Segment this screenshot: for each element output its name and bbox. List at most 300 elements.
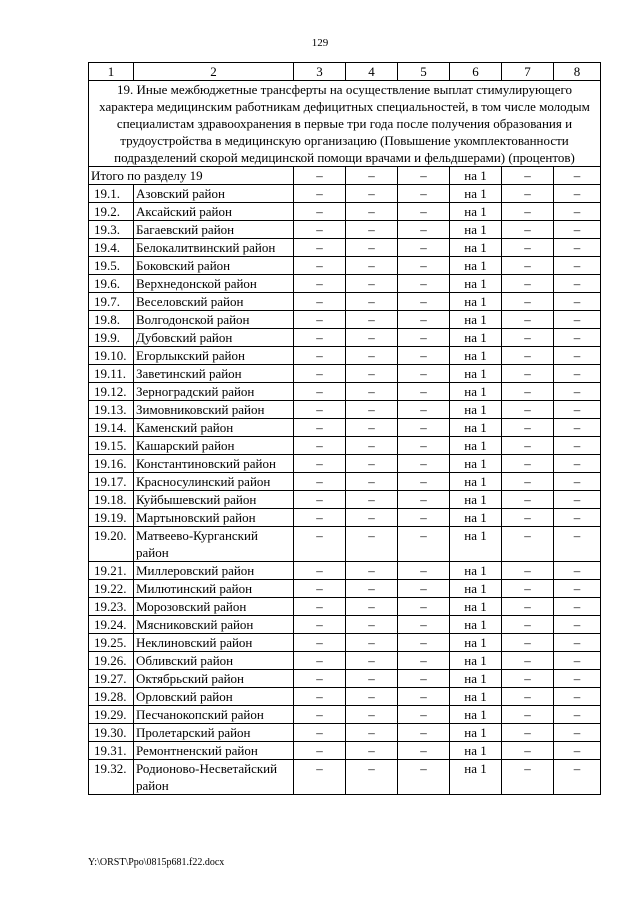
value-cell: – (554, 437, 601, 455)
value-cell: – (502, 562, 554, 580)
section-title-row (89, 81, 601, 167)
value-cell: – (554, 257, 601, 275)
value-cell: – (502, 401, 554, 419)
total-value: – (502, 167, 554, 185)
value-cell: – (294, 509, 346, 527)
value-cell: на 1 (450, 347, 502, 365)
value-cell: – (554, 491, 601, 509)
row-number: 19.15. (89, 437, 134, 455)
district-name: Милютинский район (134, 580, 294, 598)
value-cell: – (294, 347, 346, 365)
district-name: Октябрьский район (134, 670, 294, 688)
value-cell: – (346, 293, 398, 311)
value-cell: – (554, 742, 601, 760)
value-cell: – (346, 419, 398, 437)
page-number: 129 (311, 37, 329, 49)
value-cell: – (554, 221, 601, 239)
row-number: 19.6. (89, 275, 134, 293)
value-cell: – (502, 706, 554, 724)
value-cell: – (294, 257, 346, 275)
value-cell: – (502, 724, 554, 742)
value-cell: – (294, 652, 346, 670)
value-cell: – (294, 293, 346, 311)
value-cell: – (554, 365, 601, 383)
value-cell: – (398, 509, 450, 527)
district-name: Верхнедонской район (134, 275, 294, 293)
value-cell: – (346, 598, 398, 616)
value-cell: – (398, 455, 450, 473)
value-cell: – (554, 598, 601, 616)
header-row (89, 63, 601, 81)
table-row (89, 473, 601, 491)
row-number: 19.23. (89, 598, 134, 616)
value-cell: на 1 (450, 580, 502, 598)
total-row (89, 167, 601, 185)
value-cell: – (294, 527, 346, 562)
value-cell: на 1 (450, 221, 502, 239)
value-cell: – (294, 185, 346, 203)
row-number: 19.9. (89, 329, 134, 347)
value-cell: – (554, 293, 601, 311)
table-row (89, 706, 601, 724)
district-name: Морозовский район (134, 598, 294, 616)
value-cell: – (554, 760, 601, 795)
value-cell: – (346, 365, 398, 383)
district-name: Мясниковский район (134, 616, 294, 634)
value-cell: – (294, 365, 346, 383)
value-cell: – (554, 670, 601, 688)
header-cell: 8 (554, 63, 601, 81)
value-cell: – (398, 724, 450, 742)
table-row (89, 562, 601, 580)
value-cell: – (554, 203, 601, 221)
district-name: Азовский район (134, 185, 294, 203)
value-cell: на 1 (450, 293, 502, 311)
table-row (89, 598, 601, 616)
table-row (89, 203, 601, 221)
value-cell: – (502, 311, 554, 329)
table-row (89, 455, 601, 473)
total-value: – (398, 167, 450, 185)
value-cell: – (294, 383, 346, 401)
header-cell: 6 (450, 63, 502, 81)
value-cell: на 1 (450, 185, 502, 203)
table-row (89, 670, 601, 688)
row-number: 19.8. (89, 311, 134, 329)
value-cell: – (346, 724, 398, 742)
value-cell: на 1 (450, 562, 502, 580)
district-name: Константиновский район (134, 455, 294, 473)
table-row (89, 401, 601, 419)
value-cell: на 1 (450, 491, 502, 509)
value-cell: – (346, 275, 398, 293)
row-number: 19.30. (89, 724, 134, 742)
district-name: Зерноградский район (134, 383, 294, 401)
value-cell: – (294, 311, 346, 329)
district-name: Егорлыкский район (134, 347, 294, 365)
value-cell: – (502, 455, 554, 473)
table-row (89, 275, 601, 293)
value-cell: – (346, 562, 398, 580)
district-name: Пролетарский район (134, 724, 294, 742)
value-cell: – (398, 562, 450, 580)
value-cell: на 1 (450, 239, 502, 257)
row-number: 19.5. (89, 257, 134, 275)
header-cell: 4 (346, 63, 398, 81)
table-row (89, 437, 601, 455)
value-cell: на 1 (450, 616, 502, 634)
value-cell: – (554, 634, 601, 652)
value-cell: – (502, 275, 554, 293)
total-value: – (346, 167, 398, 185)
value-cell: – (294, 760, 346, 795)
value-cell: на 1 (450, 419, 502, 437)
value-cell: – (398, 275, 450, 293)
value-cell: – (554, 473, 601, 491)
value-cell: – (502, 239, 554, 257)
value-cell: на 1 (450, 401, 502, 419)
total-value: на 1 (450, 167, 502, 185)
table-row (89, 760, 601, 795)
value-cell: – (398, 257, 450, 275)
district-name: Волгодонской район (134, 311, 294, 329)
value-cell: – (554, 562, 601, 580)
row-number: 19.4. (89, 239, 134, 257)
value-cell: – (502, 347, 554, 365)
value-cell: – (346, 185, 398, 203)
value-cell: – (554, 652, 601, 670)
value-cell: – (294, 275, 346, 293)
table-row (89, 419, 601, 437)
row-number: 19.17. (89, 473, 134, 491)
value-cell: – (398, 634, 450, 652)
district-name: Орловский район (134, 688, 294, 706)
row-number: 19.10. (89, 347, 134, 365)
district-name: Кашарский район (134, 437, 294, 455)
row-number: 19.14. (89, 419, 134, 437)
value-cell: – (398, 670, 450, 688)
total-label: Итого по разделу 19 (89, 167, 294, 185)
value-cell: – (346, 760, 398, 795)
value-cell: – (346, 491, 398, 509)
district-name: Заветинский район (134, 365, 294, 383)
table-row (89, 634, 601, 652)
value-cell: – (398, 760, 450, 795)
value-cell: – (502, 527, 554, 562)
value-cell: – (502, 652, 554, 670)
value-cell: – (398, 185, 450, 203)
row-number: 19.26. (89, 652, 134, 670)
table-row (89, 688, 601, 706)
district-name: Неклиновский район (134, 634, 294, 652)
value-cell: – (398, 311, 450, 329)
header-cell: 7 (502, 63, 554, 81)
value-cell: – (554, 383, 601, 401)
value-cell: на 1 (450, 455, 502, 473)
value-cell: – (398, 706, 450, 724)
district-name: Обливский район (134, 652, 294, 670)
file-path-footer: Y:\ORST\Ppo\0815p681.f22.docx (88, 857, 225, 868)
value-cell: – (554, 329, 601, 347)
value-cell: – (398, 742, 450, 760)
value-cell: – (294, 634, 346, 652)
value-cell: на 1 (450, 670, 502, 688)
value-cell: – (346, 670, 398, 688)
row-number: 19.31. (89, 742, 134, 760)
value-cell: – (502, 329, 554, 347)
value-cell: – (398, 221, 450, 239)
value-cell: – (346, 473, 398, 491)
value-cell: – (502, 616, 554, 634)
value-cell: – (502, 203, 554, 221)
total-value: – (294, 167, 346, 185)
value-cell: – (554, 311, 601, 329)
value-cell: – (346, 347, 398, 365)
value-cell: – (346, 383, 398, 401)
value-cell: – (346, 455, 398, 473)
district-name: Аксайский район (134, 203, 294, 221)
row-number: 19.24. (89, 616, 134, 634)
district-name: Зимовниковский район (134, 401, 294, 419)
value-cell: – (294, 616, 346, 634)
value-cell: – (502, 670, 554, 688)
value-cell: – (398, 401, 450, 419)
district-name: Дубовский район (134, 329, 294, 347)
value-cell: – (346, 706, 398, 724)
value-cell: – (502, 742, 554, 760)
value-cell: на 1 (450, 383, 502, 401)
value-cell: – (398, 437, 450, 455)
district-name: Красносулинский район (134, 473, 294, 491)
value-cell: – (398, 491, 450, 509)
header-cell: 3 (294, 63, 346, 81)
row-number: 19.16. (89, 455, 134, 473)
value-cell: – (554, 580, 601, 598)
value-cell: – (346, 311, 398, 329)
value-cell: – (554, 275, 601, 293)
value-cell: – (398, 347, 450, 365)
value-cell: – (554, 706, 601, 724)
value-cell: – (346, 634, 398, 652)
value-cell: на 1 (450, 257, 502, 275)
value-cell: – (398, 652, 450, 670)
district-name: Матвеево-Курганский район (134, 527, 294, 562)
value-cell: – (294, 401, 346, 419)
value-cell: – (346, 257, 398, 275)
value-cell: – (294, 598, 346, 616)
value-cell: – (554, 688, 601, 706)
value-cell: – (554, 724, 601, 742)
value-cell: – (502, 419, 554, 437)
district-name: Каменский район (134, 419, 294, 437)
value-cell: – (398, 527, 450, 562)
value-cell: – (346, 688, 398, 706)
table-row (89, 724, 601, 742)
value-cell: – (398, 688, 450, 706)
table-row (89, 491, 601, 509)
district-name: Песчанокопский район (134, 706, 294, 724)
value-cell: – (294, 473, 346, 491)
value-cell: – (502, 509, 554, 527)
value-cell: – (502, 760, 554, 795)
value-cell: – (502, 257, 554, 275)
value-cell: – (554, 616, 601, 634)
table-row (89, 580, 601, 598)
header-cell: 2 (134, 63, 294, 81)
value-cell: – (554, 527, 601, 562)
value-cell: на 1 (450, 742, 502, 760)
value-cell: – (346, 239, 398, 257)
value-cell: – (502, 437, 554, 455)
value-cell: – (398, 239, 450, 257)
value-cell: на 1 (450, 203, 502, 221)
table-row (89, 347, 601, 365)
value-cell: – (294, 455, 346, 473)
section-title: 19. Иные межбюджетные трансферты на осуществление выплат стимулирующего характера медицинским работникам дефицитных специальностей, в том числе молодым специалистам здравоохранения в первые три года после получения образования и трудоустройства в медицинскую организацию (Повышение укомплектованности подразделений скорой медицинской помощи врачами и фельдшерами) (процентов) (89, 81, 601, 167)
row-number: 19.28. (89, 688, 134, 706)
value-cell: – (294, 742, 346, 760)
value-cell: – (398, 580, 450, 598)
value-cell: – (294, 706, 346, 724)
header-cell: 5 (398, 63, 450, 81)
value-cell: – (502, 491, 554, 509)
district-name: Родионово-Несветайский район (134, 760, 294, 795)
table-row (89, 509, 601, 527)
value-cell: на 1 (450, 688, 502, 706)
value-cell: – (554, 347, 601, 365)
district-name: Ремонтненский район (134, 742, 294, 760)
value-cell: – (398, 293, 450, 311)
value-cell: – (294, 203, 346, 221)
value-cell: – (294, 562, 346, 580)
value-cell: – (346, 401, 398, 419)
row-number: 19.25. (89, 634, 134, 652)
value-cell: – (502, 473, 554, 491)
table-row (89, 383, 601, 401)
value-cell: – (346, 616, 398, 634)
value-cell: – (502, 598, 554, 616)
row-number: 19.1. (89, 185, 134, 203)
row-number: 19.19. (89, 509, 134, 527)
table-row (89, 311, 601, 329)
value-cell: – (398, 203, 450, 221)
value-cell: на 1 (450, 437, 502, 455)
row-number: 19.12. (89, 383, 134, 401)
total-value: – (554, 167, 601, 185)
table-row (89, 329, 601, 347)
value-cell: – (554, 509, 601, 527)
value-cell: – (398, 473, 450, 491)
value-cell: – (294, 419, 346, 437)
row-number: 19.20. (89, 527, 134, 562)
district-name: Веселовский район (134, 293, 294, 311)
value-cell: на 1 (450, 598, 502, 616)
district-name: Мартыновский район (134, 509, 294, 527)
value-cell: – (398, 419, 450, 437)
value-cell: – (554, 419, 601, 437)
value-cell: – (398, 365, 450, 383)
value-cell: на 1 (450, 329, 502, 347)
district-name: Миллеровский район (134, 562, 294, 580)
value-cell: – (502, 221, 554, 239)
district-name: Куйбышевский район (134, 491, 294, 509)
value-cell: – (294, 491, 346, 509)
table-row (89, 527, 601, 562)
value-cell: – (398, 616, 450, 634)
value-cell: – (294, 580, 346, 598)
row-number: 19.13. (89, 401, 134, 419)
value-cell: – (502, 383, 554, 401)
table-row (89, 365, 601, 383)
value-cell: – (554, 185, 601, 203)
header-cell: 1 (89, 63, 134, 81)
table-row (89, 616, 601, 634)
row-number: 19.18. (89, 491, 134, 509)
district-name: Багаевский район (134, 221, 294, 239)
district-name: Боковский район (134, 257, 294, 275)
table-row (89, 185, 601, 203)
value-cell: – (398, 383, 450, 401)
value-cell: – (554, 455, 601, 473)
row-number: 19.11. (89, 365, 134, 383)
table-row (89, 742, 601, 760)
row-number: 19.22. (89, 580, 134, 598)
table-row (89, 221, 601, 239)
row-number: 19.2. (89, 203, 134, 221)
table-row (89, 293, 601, 311)
value-cell: на 1 (450, 311, 502, 329)
value-cell: – (502, 580, 554, 598)
transfers-table (88, 62, 601, 795)
value-cell: – (346, 509, 398, 527)
row-number: 19.27. (89, 670, 134, 688)
value-cell: – (554, 239, 601, 257)
table-row (89, 239, 601, 257)
value-cell: на 1 (450, 724, 502, 742)
row-number: 19.29. (89, 706, 134, 724)
value-cell: на 1 (450, 760, 502, 795)
value-cell: на 1 (450, 509, 502, 527)
value-cell: – (346, 580, 398, 598)
value-cell: – (294, 688, 346, 706)
table-row (89, 652, 601, 670)
value-cell: – (294, 221, 346, 239)
value-cell: – (502, 293, 554, 311)
value-cell: – (502, 185, 554, 203)
value-cell: – (398, 329, 450, 347)
value-cell: на 1 (450, 527, 502, 562)
value-cell: – (346, 329, 398, 347)
value-cell: – (346, 203, 398, 221)
row-number: 19.32. (89, 760, 134, 795)
row-number: 19.7. (89, 293, 134, 311)
value-cell: – (502, 688, 554, 706)
value-cell: на 1 (450, 634, 502, 652)
value-cell: – (346, 221, 398, 239)
value-cell: – (294, 724, 346, 742)
value-cell: – (346, 742, 398, 760)
value-cell: на 1 (450, 275, 502, 293)
value-cell: – (294, 329, 346, 347)
value-cell: – (294, 670, 346, 688)
value-cell: – (294, 437, 346, 455)
value-cell: – (502, 634, 554, 652)
value-cell: на 1 (450, 652, 502, 670)
district-name: Белокалитвинский район (134, 239, 294, 257)
value-cell: – (502, 365, 554, 383)
value-cell: – (294, 239, 346, 257)
value-cell: на 1 (450, 473, 502, 491)
